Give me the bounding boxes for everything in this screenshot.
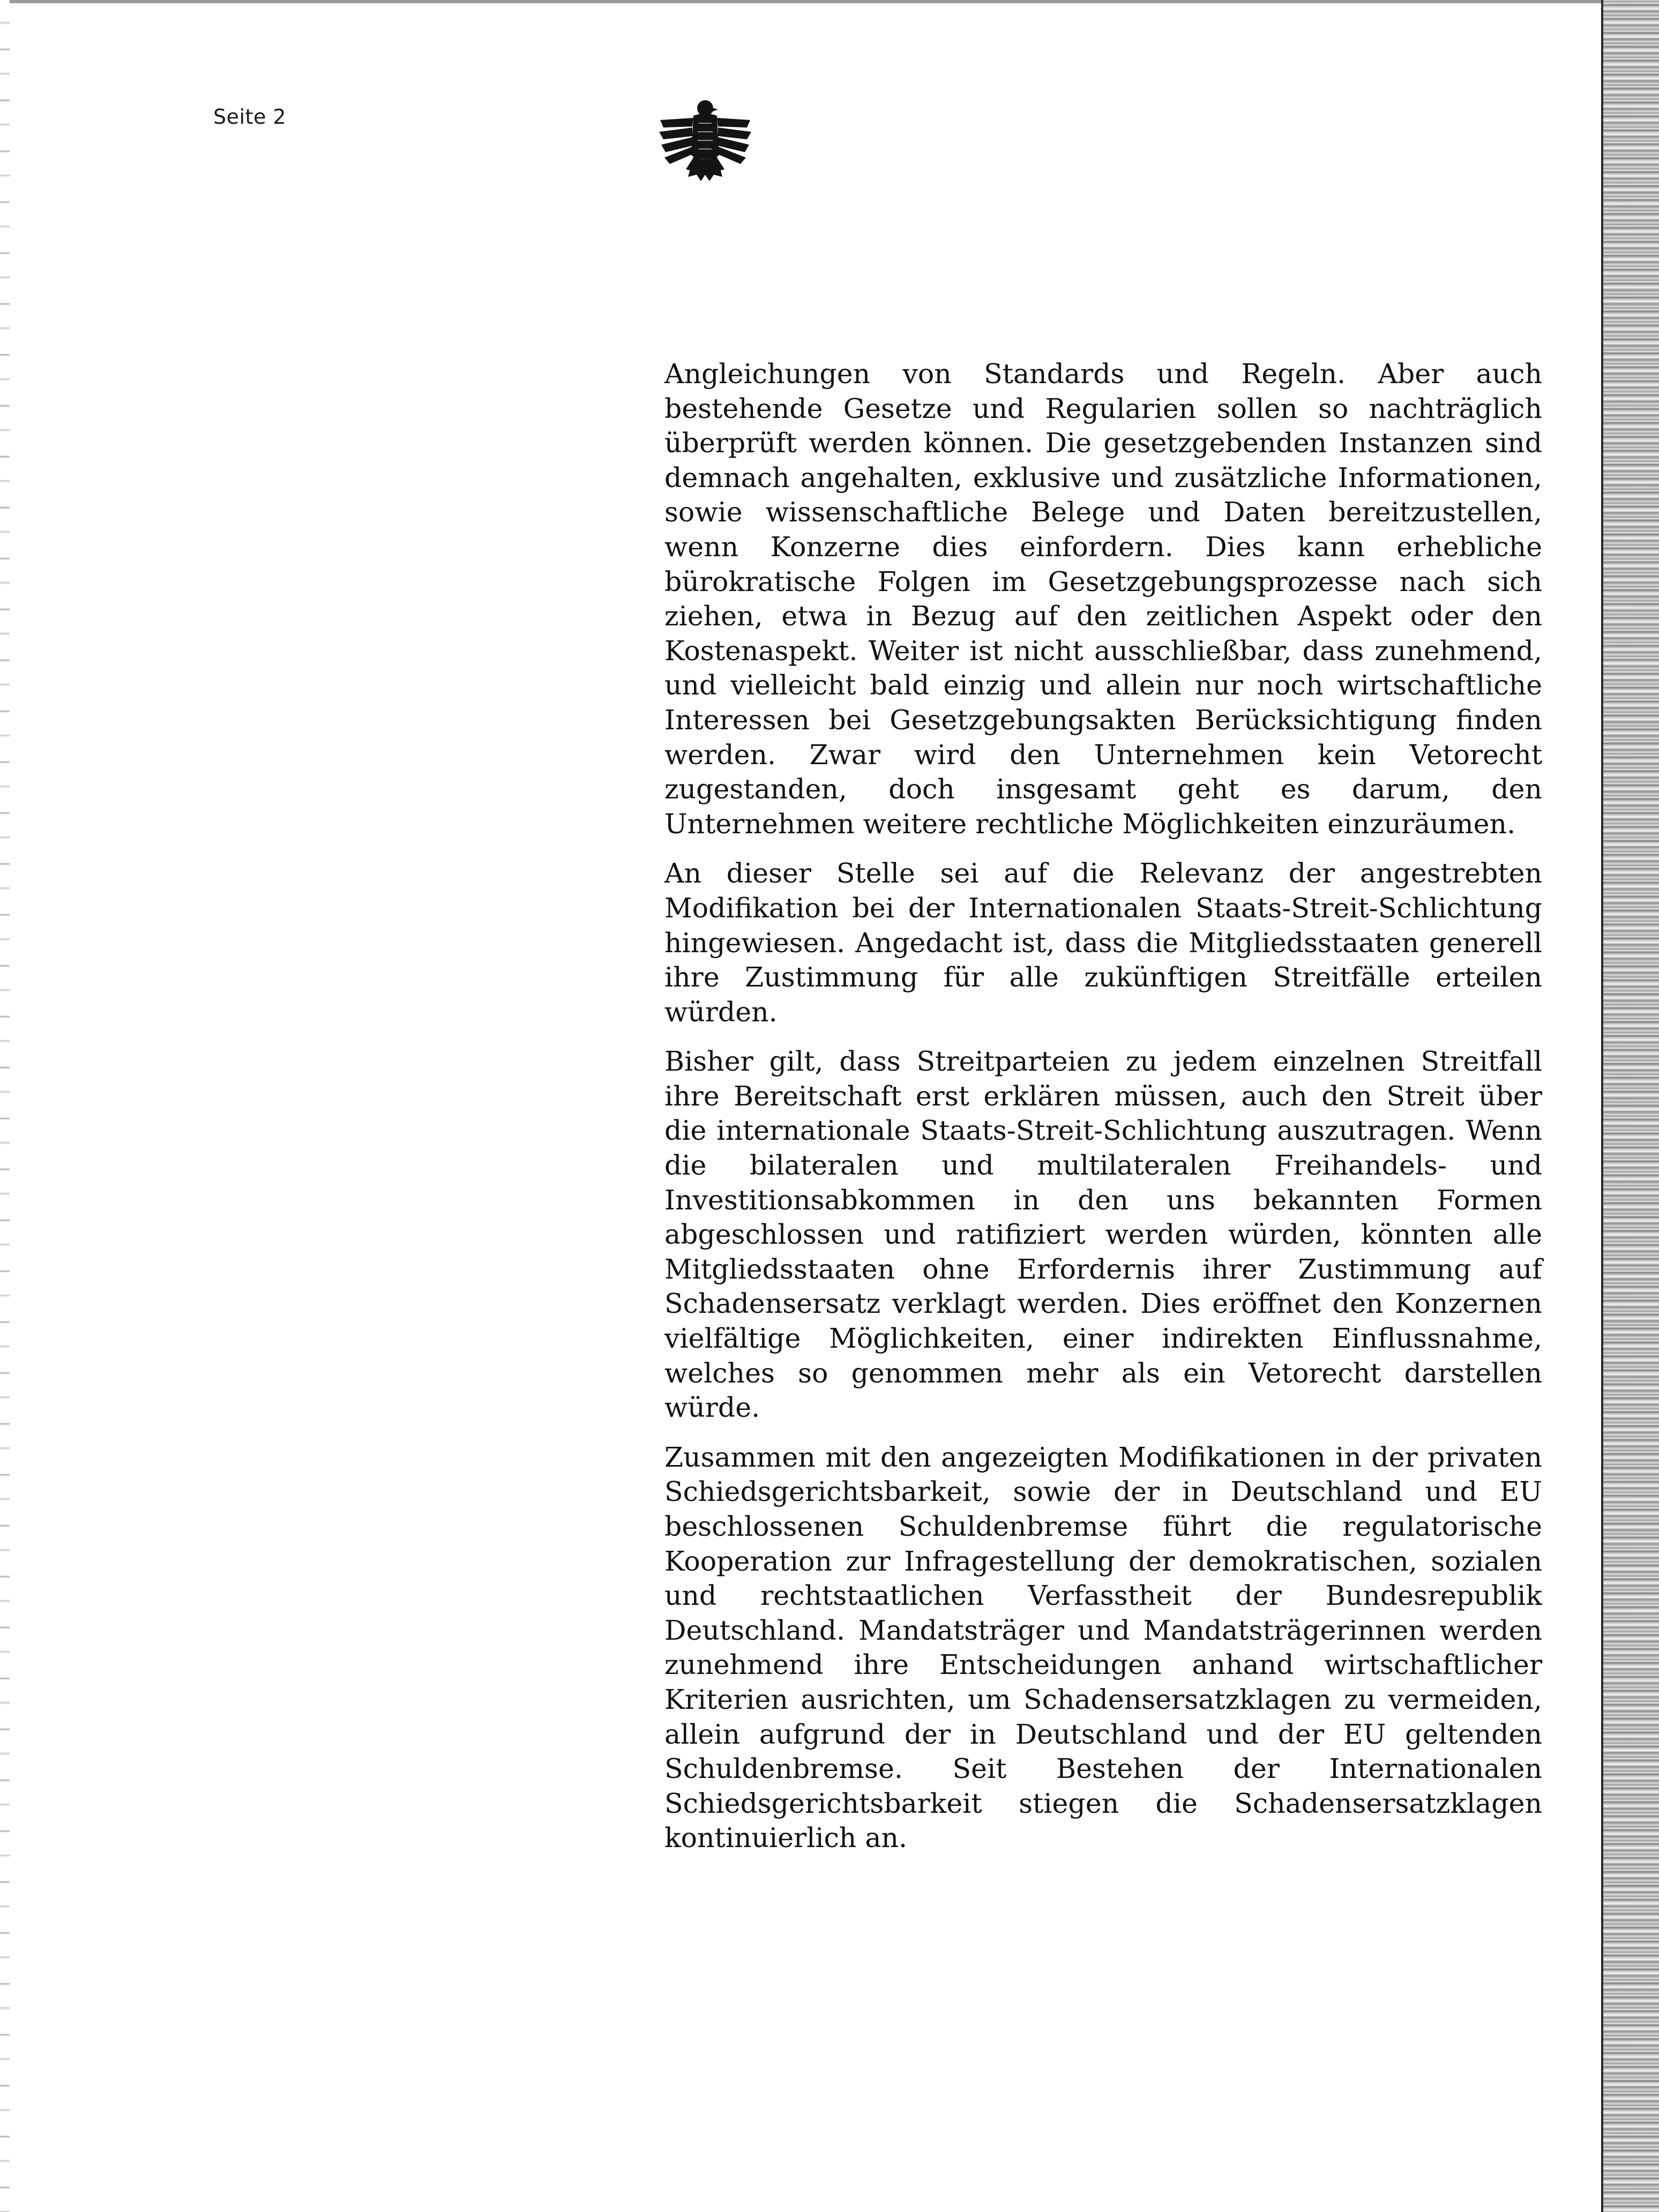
scan-left-margin [0, 0, 10, 2212]
scan-top-border [0, 0, 1603, 3]
scan-right-edge [1601, 0, 1659, 2212]
federal-eagle-icon [658, 96, 752, 186]
paragraph-4: Zusammen mit den angezeigten Modifikationen in der privaten Schiedsgerichtsbarkeit, sowie der in Deutschland und EU beschlossenen Schuldenbremse führt die regulatorische Kooperation zur Infragestellung der demokratischen, sozialen und rechtstaatlichen Verfasstheit der Bundesrepublik Deutschland. Mandatsträger und Mandatsträgerinnen werden zunehmend ihre Entscheidungen anhand wirtschaftlicher Kriterien ausrichten, um Schadensersatzklagen zu vermeiden, allein aufgrund der in Deutschland und der EU geltenden Schuldenbremse. Seit Bestehen der Internationalen Schiedsgerichtsbarkeit stiegen die Schadensersatzklagen kontinuierlich an. [664, 1441, 1542, 1854]
page-number: Seite 2 [213, 105, 287, 129]
paragraph-2: An dieser Stelle sei auf die Relevanz der angestrebten Modifikation bei der Internationalen Staats-Streit-Schlichtung hingewiesen. Angedacht ist, dass die Mitgliedsstaaten generell ihre Zustimmung für alle zukünftigen Streitfälle erteilen würden. [664, 857, 1542, 1028]
paragraph-1: Angleichungen von Standards und Regeln. Aber auch bestehende Gesetze und Regularien sollen so nachträglich überprüft werden können. Die gesetzgebenden Instanzen sind demnach angehalten, exklusive und zusätzliche Informationen, sowie wissenschaftliche Belege und Daten bereitzustellen, wenn Konzerne dies einfordern. Dies kann erhebliche bürokratische Folgen im Gesetzgebungsprozesse nach sich ziehen, etwa in Bezug auf den zeitlichen Aspekt oder den Kostenaspekt. Weiter ist nicht ausschließbar, dass zunehmend, und vielleicht bald einzig und allein nur noch wirtschaftliche Interessen bei Gesetzgebungsakten Berücksichtigung finden werden. Zwar wird den Unternehmen kein Vetorecht zugestanden, doch insgesamt geht es darum, den Unternehmen weitere rechtliche Möglichkeiten einzuräumen. [664, 358, 1542, 840]
paragraph-3: Bisher gilt, dass Streitparteien zu jedem einzelnen Streitfall ihre Bereitschaft erst erklären müssen, auch den Streit über die internationale Staats-Streit-Schlichtung auszutragen. Wenn die bilateralen und multilateralen Freihandels- und Investitionsabkommen in den uns bekannten Formen abgeschlossen und ratifiziert werden würden, könnten alle Mitgliedsstaaten ohne Erfordernis ihrer Zustimmung auf Schadensersatz verklagt werden. Dies eröffnet den Konzernen vielfältige Möglichkeiten, einer indirekten Einflussnahme, welches so genommen mehr als ein Vetorecht darstellen würde. [664, 1045, 1542, 1424]
body-text [664, 357, 1542, 1871]
